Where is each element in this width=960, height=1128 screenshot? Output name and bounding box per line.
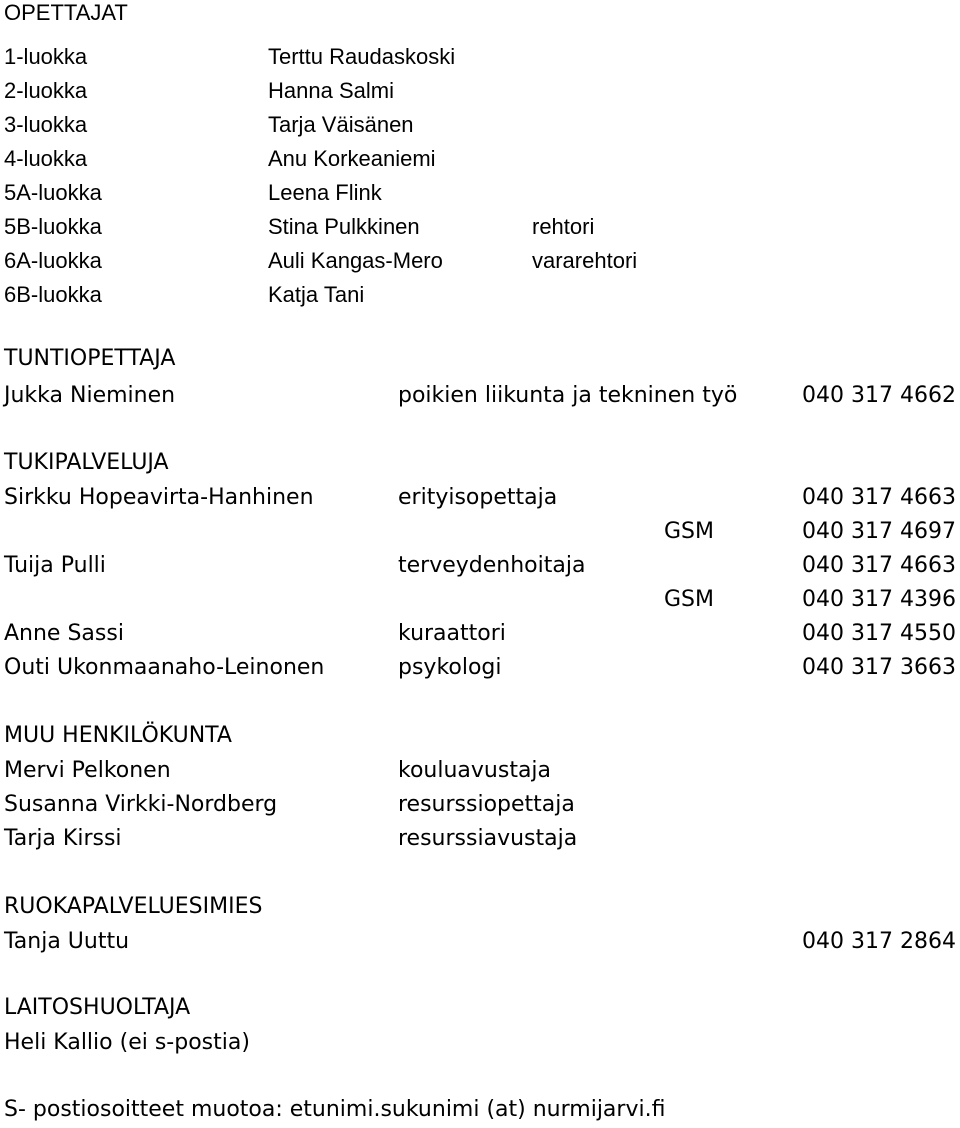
staff-name: Outi Ukonmaanaho-Leinonen: [4, 655, 325, 680]
email-format-note: S- postiosoitteet muotoa: etunimi.sukunimi (at) nurmijarvi.fi: [4, 1097, 666, 1122]
phone-number: 040 317 4663: [802, 485, 956, 510]
phone-number: 040 317 4662: [802, 383, 956, 408]
teacher-name: Katja Tani: [268, 282, 365, 307]
teacher-name: Leena Flink: [268, 180, 382, 205]
phone-number: 040 317 4663: [802, 553, 956, 578]
staff-name: Sirkku Hopeavirta-Hanhinen: [4, 485, 314, 510]
phone-number: 040 317 4396: [802, 587, 956, 612]
staff-name: Tuija Pulli: [4, 553, 106, 578]
tuntiopettaja-heading: TUNTIOPETTAJA: [4, 346, 176, 371]
class-label: 5A-luokka: [4, 180, 102, 205]
staff-role: kouluavustaja: [398, 758, 552, 783]
class-label: 4-luokka: [4, 146, 88, 171]
staff-name: Heli Kallio (ei s-postia): [4, 1030, 250, 1055]
teacher-role: rehtori: [532, 214, 595, 239]
staff-name: Jukka Nieminen: [4, 383, 176, 408]
class-label: 5B-luokka: [4, 214, 102, 239]
opettajat-heading: OPETTAJAT: [4, 0, 128, 25]
staff-role: terveydenhoitaja: [398, 553, 586, 578]
muu-henkilokunta-heading: MUU HENKILÖKUNTA: [4, 723, 232, 748]
class-label: 2-luokka: [4, 78, 88, 103]
staff-subject: poikien liikunta ja tekninen työ: [398, 383, 738, 408]
tukipalveluja-heading: TUKIPALVELUJA: [4, 450, 169, 475]
staff-name: Susanna Virkki-Nordberg: [4, 792, 278, 817]
staff-role: resurssiopettaja: [398, 792, 575, 817]
ruokapalveluesimies-heading: RUOKAPALVELUESIMIES: [4, 894, 263, 919]
teacher-name: Anu Korkeaniemi: [268, 146, 436, 171]
phone-number: 040 317 3663: [802, 655, 956, 680]
teacher-name: Auli Kangas-Mero: [268, 248, 443, 273]
teacher-name: Hanna Salmi: [268, 78, 394, 103]
laitoshuoltaja-heading: LAITOSHUOLTAJA: [4, 995, 191, 1020]
phone-number: 040 317 4550: [802, 621, 956, 646]
phone-number: 040 317 2864: [802, 929, 956, 954]
class-label: 1-luokka: [4, 44, 88, 69]
teacher-name: Terttu Raudaskoski: [268, 44, 456, 69]
staff-role: kuraattori: [398, 621, 506, 646]
teacher-name: Tarja Väisänen: [268, 112, 414, 137]
staff-role: erityisopettaja: [398, 485, 558, 510]
staff-name: Tarja Kirssi: [4, 826, 122, 851]
teacher-role: vararehtori: [532, 248, 638, 273]
teacher-name: Stina Pulkkinen: [268, 214, 420, 239]
staff-name: Anne Sassi: [4, 621, 124, 646]
gsm-label: GSM: [664, 519, 714, 544]
class-label: 6B-luokka: [4, 282, 102, 307]
staff-role: psykologi: [398, 655, 502, 680]
phone-number: 040 317 4697: [802, 519, 956, 544]
staff-name: Tanja Uuttu: [4, 929, 130, 954]
gsm-label: GSM: [664, 587, 714, 612]
staff-role: resurssiavustaja: [398, 826, 578, 851]
class-label: 3-luokka: [4, 112, 88, 137]
class-label: 6A-luokka: [4, 248, 102, 273]
staff-name: Mervi Pelkonen: [4, 758, 171, 783]
